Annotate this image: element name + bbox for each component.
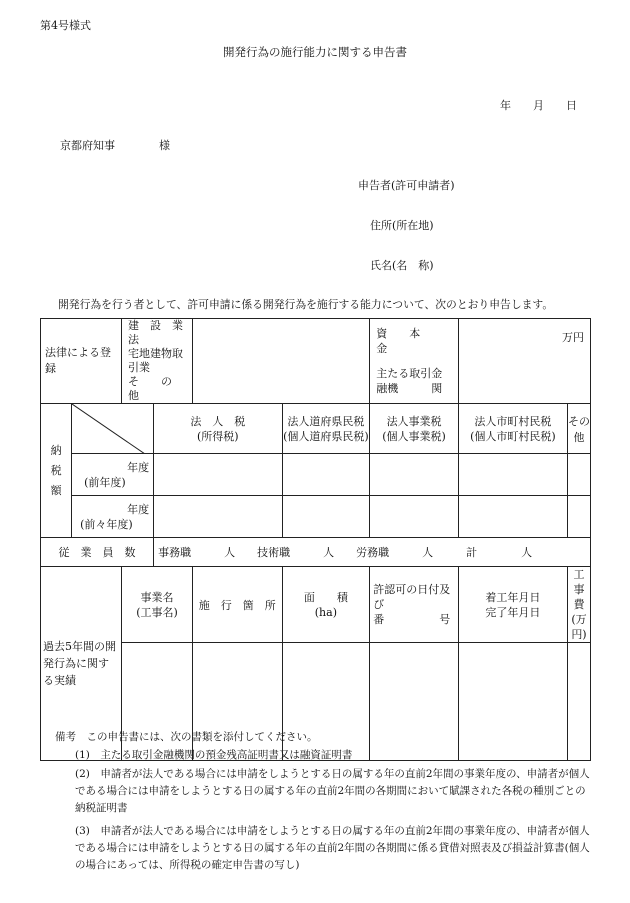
note-2: (2) 申請者が法人である場合には申請をしようとする日の属する年の直前2年間の事業年度の、申請者が個人である場合には申請をしようとする日の属する年の直前2年間の各期間において賦課された各税の種別ごとの納税証明書 bbox=[75, 768, 590, 814]
tax-header-business: 法人事業税 (個人事業税) bbox=[370, 404, 459, 454]
page-title: 開発行為の施行能力に関する申告書 bbox=[223, 45, 407, 59]
employees-values: 事務職 人 技術職 人 労務職 人 計 人 bbox=[154, 538, 591, 567]
addressee: 京都府知事 様 bbox=[60, 139, 170, 152]
tax-header-corp: 法 人 税 (所得税) bbox=[154, 404, 282, 454]
capital-value-cell: 万円 bbox=[458, 319, 590, 404]
application-table bbox=[40, 318, 596, 761]
notes-head: 備考 この申告書には、次の書類を添付してください。 bbox=[55, 731, 318, 743]
applicant-label: 申告者(許可申請者) bbox=[358, 179, 455, 192]
tax-year-prev: 年度 (前年度) bbox=[72, 454, 154, 496]
record-header-location: 施 行 箇 所 bbox=[192, 567, 282, 643]
capital-label-cell: 資 本 金 主たる取引金融機 関 bbox=[370, 319, 459, 404]
applicant-name: 氏名(名 称) bbox=[370, 259, 434, 272]
law-list: 建 設 業 法 宅地建物取引業 そ の 他 bbox=[122, 319, 193, 404]
record-header-cost: 工 事 費 (万円) bbox=[567, 567, 590, 643]
applicant-address: 住所(所在地) bbox=[370, 219, 434, 232]
tax-diagonal-cell bbox=[72, 404, 154, 454]
note-1: (1) 主たる取引金融機関の預金残高証明書又は融資証明書 bbox=[75, 749, 353, 761]
intro-text: 開発行為を行う者として、許可申請に係る開発行為を施行する能力について、次のとおり申告します。 bbox=[58, 298, 554, 311]
law-value-cell bbox=[192, 319, 369, 404]
employees-label: 従 業 員 数 bbox=[41, 538, 154, 567]
law-registration-label: 法律による登録 bbox=[41, 319, 122, 404]
record-header-dates: 着工年月日 完了年月日 bbox=[458, 567, 567, 643]
tax-header-other: その他 bbox=[567, 404, 590, 454]
form-number: 第4号様式 bbox=[40, 19, 91, 32]
tax-year-prev2: 年度 (前々年度) bbox=[72, 496, 154, 538]
tax-header-municipal: 法人市町村民税 (個人市町村民税) bbox=[458, 404, 567, 454]
diagonal-line bbox=[72, 404, 145, 454]
note-3: (3) 申請者が法人である場合には申請をしようとする日の属する年の直前2年間の事業年度の、申請者が個人である場合には申請をしようとする日の属する年の直前2年間の各期間に係る貸借対照表及び損益計算書(個人の場合にあっては、所得税の確定申告書の写し) bbox=[75, 825, 590, 871]
date-field: 年 月 日 bbox=[500, 99, 577, 112]
record-header-project: 事業名 (工事名) bbox=[122, 567, 193, 643]
record-header-permit: 許認可の日付及び 番 号 bbox=[370, 567, 459, 643]
record-label: 過去5年間の開発行為に関する実績 bbox=[41, 567, 122, 761]
tax-header-pref: 法人道府県民税 (個人道府県民税) bbox=[282, 404, 370, 454]
record-header-area: 面 積 (ha) bbox=[282, 567, 370, 643]
tax-label: 納 税 額 bbox=[41, 404, 72, 538]
